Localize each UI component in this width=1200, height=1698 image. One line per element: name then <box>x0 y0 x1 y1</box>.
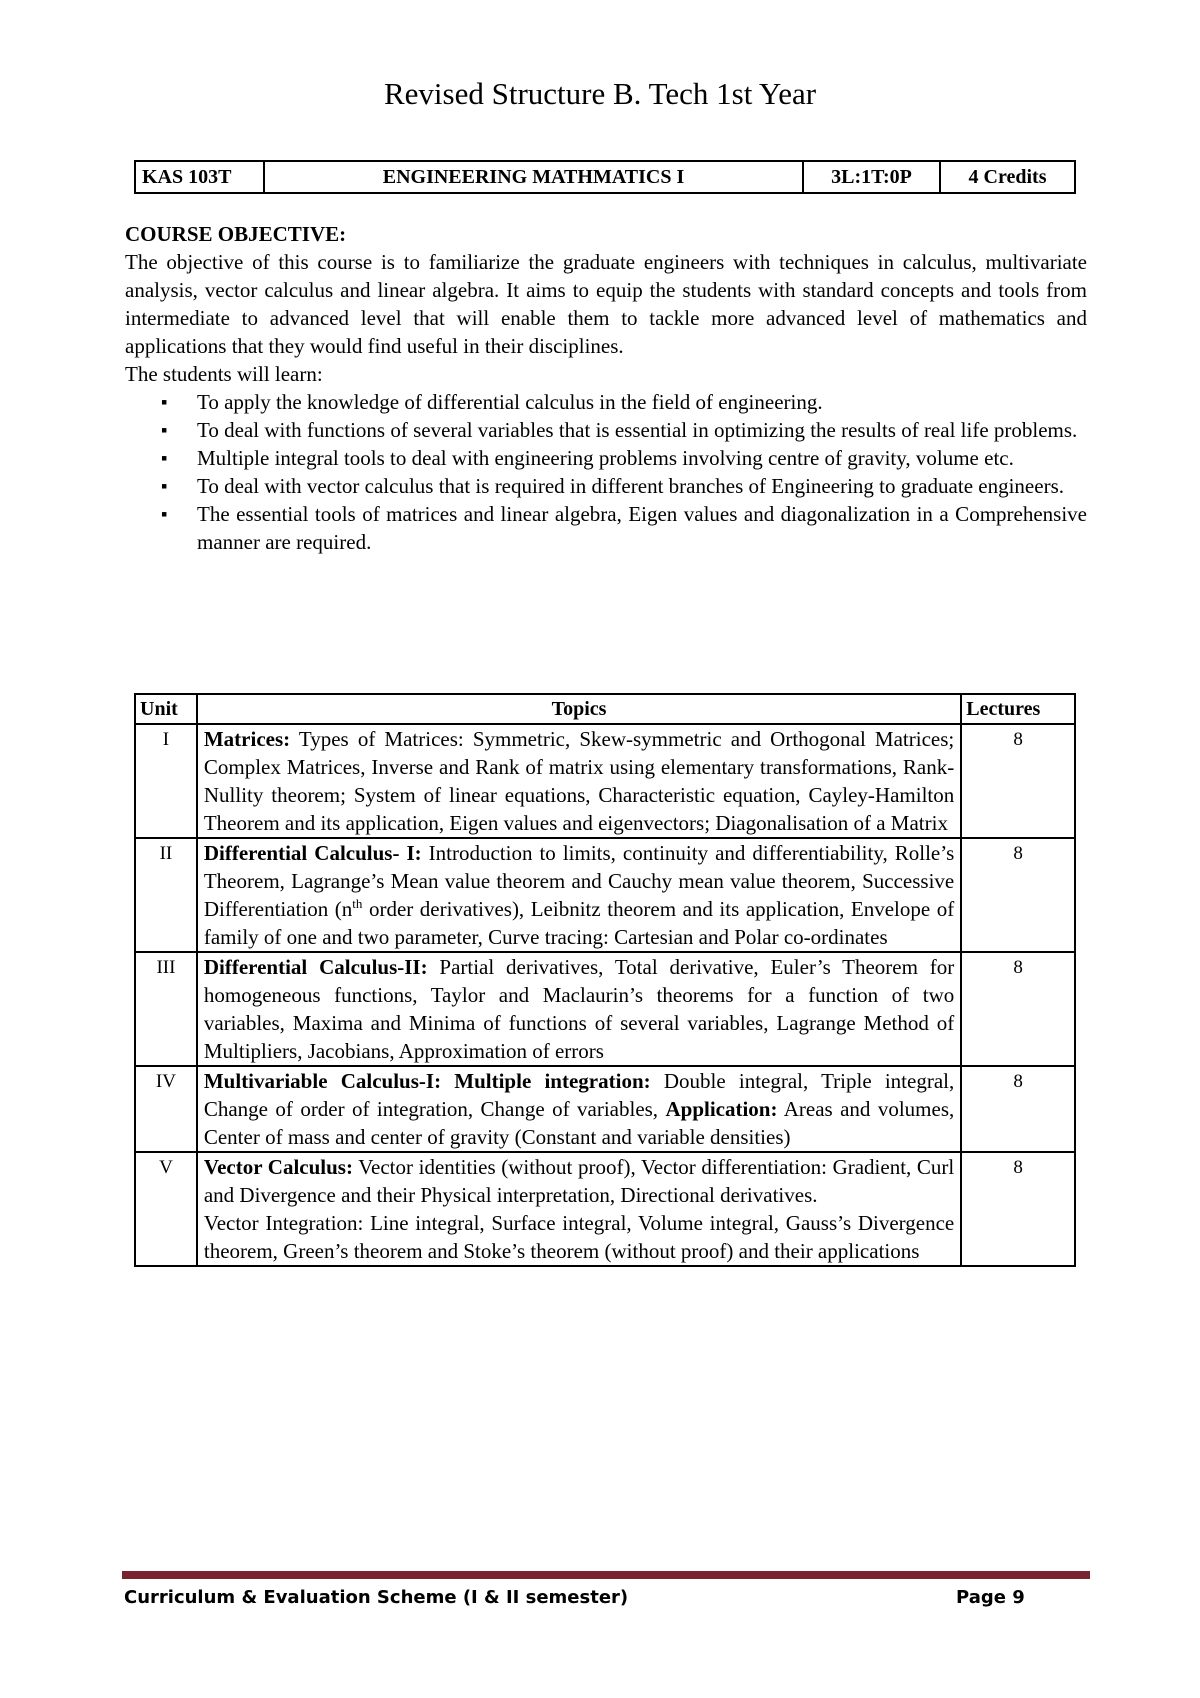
syllabus-table <box>134 693 1076 1267</box>
objective-point: ▪ To apply the knowledge of differential calculus in the field of engineering. <box>197 388 1087 416</box>
unit-topics <box>197 1152 961 1266</box>
objective-point: ▪ Multiple integral tools to deal with engineering problems involving centre of gravity, volume etc. <box>197 444 1087 472</box>
table-row <box>135 724 1075 838</box>
unit-text-continued: order derivatives), Leibnitz theorem and its application, Envelope of family of one and two parameter, Curve tracing: Cartesian and Polar co-ordinates <box>203 897 955 949</box>
course-credits: 4 Credits <box>940 161 1075 193</box>
unit-number: I <box>135 724 197 838</box>
unit-title: Multivariable Calculus-I: Multiple integration: <box>203 1069 651 1093</box>
objective-point: ▪ To deal with functions of several variables that is essential in optimizing the results of real life problems. <box>197 416 1087 444</box>
unit-number: V <box>135 1152 197 1266</box>
unit-subtitle: Application: <box>665 1097 778 1121</box>
unit-text: Vector identities (without proof), Vector differentiation: Gradient, Curl and Divergence and their Physical interpretation, Directional derivatives. <box>203 1155 955 1207</box>
course-name: ENGINEERING MATHMATICS I <box>264 161 803 193</box>
table-row <box>135 838 1075 952</box>
table-row <box>135 952 1075 1066</box>
table-row <box>135 1066 1075 1152</box>
course-info-row <box>135 161 1075 193</box>
unit-lectures: 8 <box>961 1152 1075 1266</box>
course-info-table <box>134 160 1076 194</box>
unit-text-continued: Areas and volumes, Center of mass and center of gravity (Constant and variable densities) <box>203 1097 955 1149</box>
unit-title: Differential Calculus-II: <box>203 955 428 979</box>
unit-superscript: th <box>352 896 363 911</box>
objective-paragraph: The objective of this course is to familiarize the graduate engineers with techniques in calculus, multivariate analysis, vector calculus and linear algebra. It aims to equip the students with standard concepts and tools from intermediate to advanced level that will enable them to tackle more advanced level of mathematics and applications that they would find useful in their disciplines. <box>125 250 1087 358</box>
unit-title: Matrices: <box>203 727 291 751</box>
unit-number: II <box>135 838 197 952</box>
footer-title: Curriculum & Evaluation Scheme (I & II semester) <box>124 1587 629 1608</box>
unit-text: Partial derivatives, Total derivative, Euler’s Theorem for homogeneous functions, Taylor and Maclaurin’s theorems for a function of two variables, Maxima and Minima of functions of several variables, Lagrange Method of Multipliers, Jacobians, Approximation of errors <box>203 955 955 1063</box>
unit-title: Differential Calculus- I: <box>203 841 422 865</box>
page-title: Revised Structure B. Tech 1st Year <box>383 76 817 111</box>
table-row <box>135 1152 1075 1266</box>
lectures-header: Lectures <box>961 694 1075 724</box>
unit-topics <box>197 1066 961 1152</box>
objective-point: ▪ To deal with vector calculus that is required in different branches of Engineering to graduate engineers. <box>197 472 1087 500</box>
footer-divider <box>122 1571 1090 1579</box>
unit-lectures: 8 <box>961 1066 1075 1152</box>
unit-number: III <box>135 952 197 1066</box>
course-objective-section <box>125 220 1087 556</box>
objective-list <box>125 388 1087 556</box>
course-ltp: 3L:1T:0P <box>803 161 940 193</box>
unit-text: Introduction to limits, continuity and differentiability, Rolle’s Theorem, Lagrange’s Mean value theorem and Cauchy mean value theorem, Successive Differentiation (n <box>203 841 955 921</box>
objective-heading: COURSE OBJECTIVE: <box>125 222 347 246</box>
unit-text: Double integral, Triple integral, Change of order of integration, Change of variables, <box>203 1069 955 1121</box>
objective-point: ▪ The essential tools of matrices and linear algebra, Eigen values and diagonalization in a Comprehensive manner are required. <box>197 500 1087 556</box>
syllabus-header-row <box>135 694 1075 724</box>
unit-lectures: 8 <box>961 952 1075 1066</box>
unit-topics <box>197 838 961 952</box>
unit-text-continued: Vector Integration: Line integral, Surface integral, Volume integral, Gauss’s Divergence theorem, Green’s theorem and Stoke’s theorem (without proof) and their applications <box>203 1211 955 1263</box>
learn-intro: The students will learn: <box>125 362 323 386</box>
unit-header: Unit <box>135 694 197 724</box>
unit-topics <box>197 952 961 1066</box>
unit-number: IV <box>135 1066 197 1152</box>
topics-header: Topics <box>197 694 961 724</box>
unit-title: Vector Calculus: <box>203 1155 353 1179</box>
unit-text: Types of Matrices: Symmetric, Skew-symmetric and Orthogonal Matrices; Complex Matrices, Inverse and Rank of matrix using elementary transformations, Rank-Nullity theorem; System of linear equations, Characteristic equation, Cayley-Hamilton Theorem and its application, Eigen values and eigenvectors; Diagonalisation of a Matrix <box>203 727 955 835</box>
unit-lectures: 8 <box>961 724 1075 838</box>
unit-lectures: 8 <box>961 838 1075 952</box>
page-number: Page 9 <box>956 1587 1025 1608</box>
course-code: KAS 103T <box>135 161 264 193</box>
unit-topics <box>197 724 961 838</box>
